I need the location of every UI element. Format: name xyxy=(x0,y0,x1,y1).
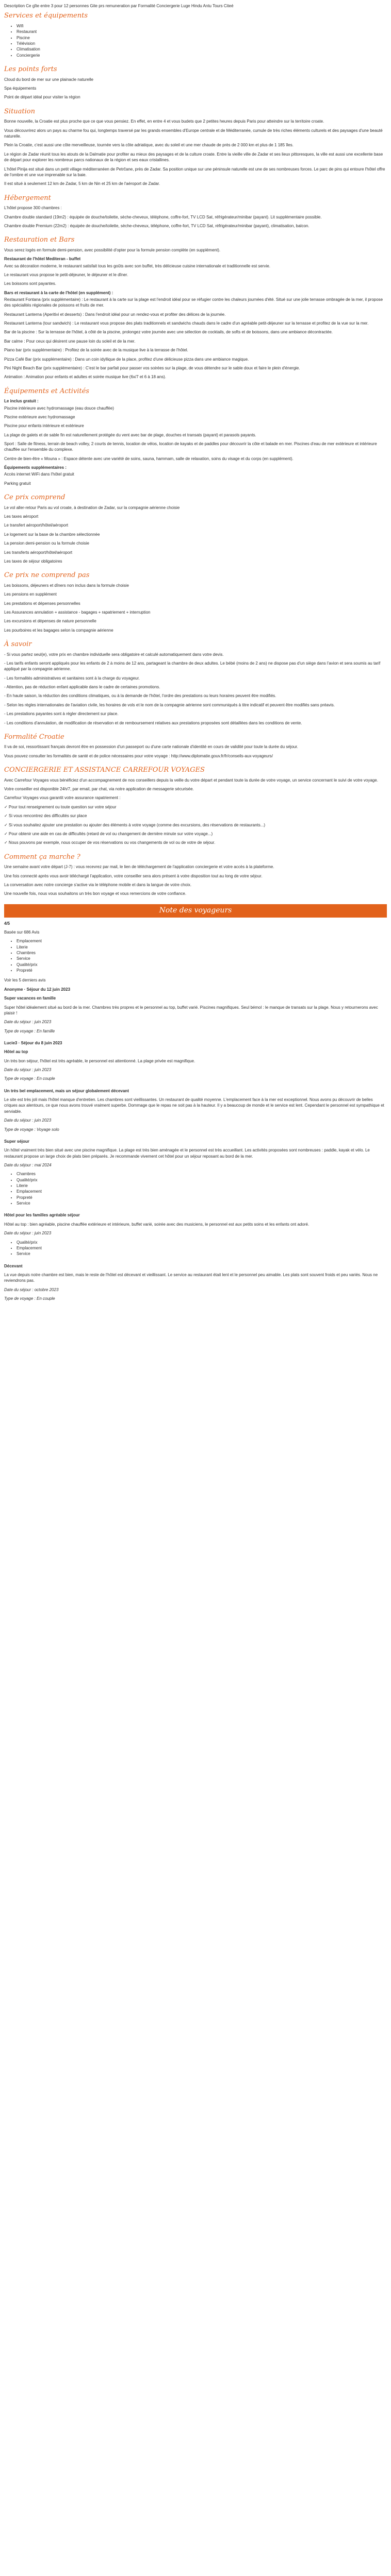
savoir-paragraph: - En haute saison, la réduction des conditions climatiques, ou à la demande de l'hôtel, l'ordre des prestations ou leurs horaires peuvent être modifiés. xyxy=(4,693,276,699)
situation-paragraph: Bonne nouvelle, la Croatie est plus proche que ce que vous pensiez. En effet, en entre 4 et vous budets que 2 petites heures depuis Paris pour atteindre sur la territoire croate. xyxy=(4,119,324,124)
review-card xyxy=(4,1040,387,1082)
restaurant-text-2: Le restaurant vous propose le petit-déjeuner, le déjeuner et le dîner. xyxy=(4,272,128,277)
boissons-text: Les boissons sont payantes. xyxy=(4,281,56,286)
conciergerie-heading: CONCIERGERIE ET ASSISTANCE CARREFOUR VOYAGES xyxy=(4,766,205,774)
review-body: Le site est très joli mais l'hôtel manque d'entretien. Les chambres sont vieillissantes. Un restaurant de qualité moyenne. L'emplacement face à la mer est exceptionnel. Nous avons pu découvrir de belles criques aux alentours, ce que nous avons trouvé vraiment superbe. Dommage que le repas ne soit pas à la hauteur. Il y a beaucoup de monde et le service est lent. Cependant le personnel est sympathique et serviable. xyxy=(4,1097,384,1114)
review-body: Un hôtel vraiment très bien situé avec une piscine magnifique. La plage est très bien aménagée et le personnel est très accueillant. Les activités proposées sont nombreuses : paddle, kayak et vélo. Le restaurant propose un large choix de plats bien préparés. Je recommande vivement cet hôtel pour un séjour reposant au bord de la mer. xyxy=(4,1148,370,1159)
formalite-heading: Formalité Croatie xyxy=(4,733,64,741)
noncompris-heading: Ce prix ne comprend pas xyxy=(4,571,90,580)
conciergerie-paragraph: Carrefour Voyages vous garantit votre assurance rapatriement : xyxy=(4,795,121,801)
payants-subheading: Équipements supplémentaires : xyxy=(4,465,67,470)
formalite-paragraph: Vous pouvez consulter les formalités de santé et de police nécessaires pour votre voyage : http://www.diplomatie.gouv.fr/fr/conseils-aux-voyageurs/ xyxy=(4,753,273,758)
prix-item: Le logement sur la base de la chambre sélectionnée xyxy=(4,532,100,537)
rating-criterion: • Chambres xyxy=(17,950,387,956)
commande-paragraph: Une fois connecté après vous avoir téléchargé l'application, votre conseiller sera alors présent à votre disposition tout au long de votre séjour. xyxy=(4,873,263,878)
noncompris-item: Les boissons, déjeuners et dîners non inclus dans la formule choisie xyxy=(4,583,129,588)
review-title: Décevant xyxy=(4,1263,23,1268)
review-body: Un très bon séjour, l'hôtel est très agréable, le personnel est attentionné. La plage privée est magnifique. xyxy=(4,1058,196,1063)
rating-criterion: • Propreté xyxy=(17,968,387,973)
review-criterion: • Service xyxy=(17,1200,387,1206)
bar-item: Pizza Café Bar (prix supplémentaire) : Dans un coin idyllique de la place, profitez d'une délicieuse pizza dans une ambiance magique. xyxy=(4,357,249,362)
hebergement-text xyxy=(4,214,387,229)
review-title: Hôtel au top xyxy=(4,1049,28,1055)
hebergement-paragraph: Chambre double standard (19m2) : équipée de douche/toilette, sèche-cheveux, téléphone, coffre-fort, TV LCD Sat, réfrigérateur/minibar (payant). Lit supplémentaire possible. xyxy=(4,214,322,219)
services-list xyxy=(4,23,387,58)
review-date: Date du séjour : juin 2023 xyxy=(4,1067,52,1073)
savoir-paragraph: - Si vous partez seul(e), votre prix en chambre individuelle sera obligatoire et calculé automatiquement dans votre devis. xyxy=(4,652,224,657)
review-criterion: • Chambres xyxy=(17,1171,387,1177)
commande-paragraph: Une nouvelle fois, nous vous souhaitons un très bon voyage et vous remercions de votre confiance. xyxy=(4,891,187,896)
situation-text xyxy=(4,118,387,187)
bar-item: Bar de la piscine : Sur la terrasse de l'hôtel, à côté de la piscine, prolongez votre journée avec une sélection de cocktails, de softs et de boissons, dans une ambiance décontractée. xyxy=(4,330,333,335)
payant-item: Accès internet WiFi dans l'hôtel gratuit xyxy=(4,472,74,477)
conciergerie-paragraph: Votre conseiller est disponible 24h/7, par email, par chat, via notre application de messagerie sécurisée. xyxy=(4,787,194,792)
savoir-paragraph: - Les prestations payantes sont à régler directement sur place. xyxy=(4,711,119,717)
review-date: Date du séjour : octobre 2023 xyxy=(4,1287,59,1292)
activites-heading: Équipements et Activités xyxy=(4,387,89,395)
review-author: Un très bel emplacement, mais un séjour globalement décevant xyxy=(4,1088,129,1093)
review-author: Lucie3 · Séjour du 8 juin 2023 xyxy=(4,1040,62,1045)
prix-item: Le vol aller-retour Paris au vol croate, à destination de Zadar, sur la compagnie aérienne choisie xyxy=(4,505,180,510)
commande-heading: Comment ça marche ? xyxy=(4,853,80,861)
conciergerie-paragraph: ✓ Si vous rencontrez des difficultés sur place xyxy=(4,814,87,819)
commande-text xyxy=(4,864,387,896)
service-item: • Wifi xyxy=(17,23,387,29)
review-type: Type de voyage : Voyage solo xyxy=(4,1127,59,1132)
review-criterion: • Qualité/prix xyxy=(17,1240,387,1245)
prix-item: Les taxes de séjour obligatoires xyxy=(4,558,62,564)
service-item: • Télévision xyxy=(17,41,387,46)
bar-item: Pini Night Beach Bar (prix supplémentaire) : C'est le bar parfait pour passer vos soirées sur la plage, de vous détendre sur le sable doux et faire le plein d'énergie. xyxy=(4,365,300,370)
conciergerie-paragraph: ✓ Pour obtenir une aide en cas de difficultés (retard de vol ou changement de dernière minute sur votre voyage...) xyxy=(4,831,213,836)
savoir-heading: À savoir xyxy=(4,640,32,649)
conciergerie-paragraph: ✓ Nous pouvons par exemple, nous occuper de vos réservations ou vos changements de vol ou de votre de séjour. xyxy=(4,840,216,845)
prix-item: Le transfert aéroport/hôtel/aéroport xyxy=(4,523,69,528)
review-criterion: • Propreté xyxy=(17,1195,387,1200)
review-body: Super hôtel idéalement situé au bord de la mer. Chambres très propres et le personnel au top, buffet varié. Piscines magnifiques. Seul bémol : le manque de transats sur la plage. Nous y retournerons avec plaisir ! xyxy=(4,1005,378,1015)
review-date: Date du séjour : mai 2024 xyxy=(4,1162,52,1167)
review-type: Type de voyage : En couple xyxy=(4,1296,55,1301)
noncompris-item: Les pensions en supplément xyxy=(4,592,57,597)
noncompris-item: Les Assurances annulation + assistance - bagages + rapatriement + interruption xyxy=(4,609,151,615)
notes-heading: Note des voyageurs xyxy=(4,904,387,918)
points-forts-heading: Les points forts xyxy=(4,65,57,74)
service-item: • Conciergerie xyxy=(17,53,387,58)
gratuit-list xyxy=(4,405,387,429)
review-card xyxy=(4,1212,387,1257)
payant-item: Parking gratuit xyxy=(4,481,31,486)
point-fort-item: Spa équipements xyxy=(4,86,37,91)
review-title: Super séjour xyxy=(4,1139,29,1144)
situation-paragraph: Le région de Zadar réunit tous les atouts de la Dalmatie pour profiter au mieux des paysages et de la culture croate. Entre la vieille ville de Zadar et ses lieux pittoresques, la ville est aussi une excellente base de départ pour explorer les nombreux parcs nationaux de la région et ses eaux cristallines. xyxy=(4,151,383,163)
animation-text: Animation : Animation pour enfants et adultes et soirée musique live (6x/7 et 6 à 18 ans). xyxy=(4,375,166,380)
review-author: Anonyme · Séjour du 12 juin 2023 xyxy=(4,987,71,992)
service-item: • Restaurant xyxy=(17,29,387,35)
situation-paragraph: Plein la Croatie, c'est aussi une côte merveilleuse, tournée vers la côte adriatique, avec du soleil et une mer chaude de près de 2 000 km et plus de 1 185 îles. xyxy=(4,143,294,148)
gratuit-item: Piscine intérieure avec hydromassage (eau douce chauffée) xyxy=(4,405,114,411)
review-body: Hôtel au top : bien agréable, piscine chauffée extérieure et intérieure, buffet varié, soirée avec des musiciens, le personnel est aux petits soins et les enfants ont adoré. xyxy=(4,1222,309,1227)
bar-item: Restaurant Lanterna (tour sandwich) : Le restaurant vous propose des plats traditionnels et sandwichs chauds dans le cadre d'un agréable petit-déjeuner sur la terrasse et profitez de la vue sur la mer. xyxy=(4,321,369,326)
wellness-text: Centre de bien-être « Mouna » : Espace détente avec une variété de soins, sauna, hammam, salle de relaxation, soins du visage et du corps (en supplément). xyxy=(4,456,294,461)
savoir-text xyxy=(4,652,387,726)
rating-average: 4/5 xyxy=(4,921,10,926)
restaurant-text: Avec sa décoration moderne, le restaurant satisfait tous les goûts avec son buffet, très délicieuse cuisine internationale et traditionnelle est servie. xyxy=(4,263,270,268)
review-criterion: • Literie xyxy=(17,1183,387,1189)
conciergerie-paragraph: ✓ Si vous souhaitez ajouter une prestation ou ajouter des éléments à votre voyage (comme des excursions, des réservations de restaurants...) xyxy=(4,822,266,827)
review-criteria-list xyxy=(4,1171,387,1206)
savoir-paragraph: - Attention, pas de réduction enfant applicable dans le cadre de certaines promotions. xyxy=(4,685,160,690)
restauration-heading: Restauration et Bars xyxy=(4,236,75,244)
review-criterion: • Service xyxy=(17,1251,387,1257)
situation-heading: Situation xyxy=(4,107,35,115)
noncompris-item: Les prestations et dépenses personnelles xyxy=(4,601,80,606)
rating-note: Voir les 5 derniers avis xyxy=(4,978,46,983)
review-date: Date du séjour : juin 2023 xyxy=(4,1118,52,1123)
service-item: • Piscine xyxy=(17,35,387,41)
rating-criteria-list xyxy=(4,938,387,973)
restaurant-subheading: Restaurant de l'hôtel Mediteran - buffet xyxy=(4,257,81,262)
prix-item: La pension demi-pension ou la formule choisie xyxy=(4,541,89,546)
review-body: La vue depuis notre chambre est bien, mais le reste de l'hôtel est décevant et vieillissant. Le service au restaurant était lent et le personnel peu aimable. Les plats sont souvent froids et peu variés. Nous ne reviendrons pas. xyxy=(4,1273,378,1283)
review-card xyxy=(4,1139,387,1207)
conciergerie-text xyxy=(4,777,387,846)
prix-item: Les transferts aéroport/hôtel/aéroport xyxy=(4,550,73,555)
gratuit-item: Piscine extérieure avec hydromassage xyxy=(4,414,75,419)
rating-criterion: • Emplacement xyxy=(17,938,387,944)
hebergement-heading: Hébergement xyxy=(4,194,51,202)
services-heading: Services et équipements xyxy=(4,12,88,20)
point-fort-item: Point de départ idéal pour visiter la région xyxy=(4,95,80,100)
noncompris-item: Les pourboires et les bagages selon la compagnie aérienne xyxy=(4,628,113,633)
bars-subheading: Bars et restaurant à la carte de l'hôtel (en supplément) : xyxy=(4,290,113,295)
review-type: Type de voyage : En couple xyxy=(4,1076,55,1081)
prix-item: Les taxes aéroport xyxy=(4,514,39,519)
conciergerie-paragraph: ✓ Pour tout renseignement ou toute question sur votre séjour xyxy=(4,804,117,809)
gratuit-item: Piscine pour enfants intérieure et extérieure xyxy=(4,423,84,429)
prix-heading: Ce prix comprend xyxy=(4,494,66,502)
prix-list xyxy=(4,505,387,565)
gratuit-subheading: Le inclus gratuit : xyxy=(4,399,39,404)
noncompris-item: Les excursions et dépenses de nature personnelle xyxy=(4,619,96,624)
savoir-paragraph: - Les conditions d'annulation, de modification de réservation et de remboursement relatives aux prestations proposées sont détaillées dans les conditions de vente. xyxy=(4,720,302,725)
service-item: • Climatisation xyxy=(17,46,387,52)
noncompris-list xyxy=(4,583,387,633)
review-criterion: • Emplacement xyxy=(17,1245,387,1251)
rating-count: Basée sur 686 Avis xyxy=(4,929,40,935)
hebergement-intro: L'hôtel propose 300 chambres : xyxy=(4,206,62,211)
formalite-paragraph: Il va de soi, ressortissant français devront être en possession d'un passeport ou d'une carte nationale d'identité en cours de validité pour toute la durée du séjour. xyxy=(4,744,298,750)
review-card xyxy=(4,1088,387,1132)
review-criteria-list xyxy=(4,1240,387,1257)
review-date: Date du séjour : juin 2023 xyxy=(4,1020,52,1025)
rating-criterion: • Qualité/prix xyxy=(17,962,387,968)
commande-paragraph: La conversation avec notre concierge s'active via le téléphone mobile et dans la langue de votre choix. xyxy=(4,882,192,887)
situation-paragraph: Vous découvrirez alors un pays au charme fou qui, longtemps traversé par les grands ensembles d'Europe centrale et de Méditerranée, cumule de très riches éléments culturels et des paysages d'une beauté naturelle. xyxy=(4,128,383,139)
sport-text: Sport : Salle de fitness, terrain de beach volley, 2 courts de tennis, location de vélos, location de kayaks et de paddles pour découvrir la côte et balade en mer. Piscines d'eau de mer extérieure et intérieure chauffée sur l'ensemble du complexe. xyxy=(4,442,377,452)
hebergement-paragraph: Chambre double Premium (22m2) : équipée de douche/toilette, sèche-cheveux, téléphone, coffre-fort, TV LCD Sat, réfrigérateur/minibar (payant), climatisation, balcon. xyxy=(4,223,309,228)
bar-item: Bar calme : Pour ceux qui désirent une pause loin du soleil et de la mer. xyxy=(4,338,136,344)
intro-text: Description Ce gîte entre 3 pour 12 personnes Gite prs remuneration par Formalité Conciergerie Luge Hindu Antu Tours Citeé xyxy=(4,4,234,8)
formalite-text xyxy=(4,744,387,759)
review-criterion: • Emplacement xyxy=(17,1189,387,1194)
bars-list xyxy=(4,297,387,371)
commande-paragraph: Une semaine avant votre départ (J-7) : vous recevrez par mail, le lien de téléchargement de l'application conciergerie et votre accès à la plateforme. xyxy=(4,865,274,870)
review-criterion: • Qualité/prix xyxy=(17,1177,387,1183)
points-forts-list xyxy=(4,77,387,100)
situation-paragraph: L'hôtel Pinija est situé dans un petit village méditerranéen de Petrčane, près de Zadar. Sa position unique sur une péninsule naturelle est une de ses nombreuses forces. Le parc de pins qui entoure l'hôtel offre de l'ombre et une vue imprenable sur la baie. xyxy=(4,166,385,177)
rating-criterion: • Literie xyxy=(17,944,387,950)
review-card xyxy=(4,1263,387,1302)
rating-criterion: • Service xyxy=(17,956,387,961)
restauration-intro: Vous serez logés en formule demi-pension, avec possibilité d'opter pour la formule pension complète (en supplément). xyxy=(4,247,221,252)
savoir-paragraph: - Selon les règles internationales de l'aviation civile, les horaires de vols et le nom de la compagnie aérienne sont communiqués à titre indicatif et peuvent être modifiés sans préavis. xyxy=(4,702,335,707)
payants-list xyxy=(4,471,387,486)
bar-item: Restaurant Fontana (prix supplémentaire) : Le restaurant à la carte sur la plage est l'endroit idéal pour se réfugier contre les chaleurs journées d'été. Situé sur une jolie terrasse ombragée de la mer, il propose des spécialités régionales de poissons et fruits de mer. xyxy=(4,297,383,308)
situation-paragraph: Il est situé à seulement 12 km de Zadar, 5 km de Nin et 25 km de l'aéroport de Zadar. xyxy=(4,181,160,187)
point-fort-item: Cloud du bord de mer sur une plainacle naturelle xyxy=(4,77,93,82)
plage-text: La plage de galets et de sable fin est naturellement protégée du vent avec bar de plage, douches et transats (payant) et parasols payants. xyxy=(4,432,256,437)
reviews-list xyxy=(4,987,387,1302)
savoir-paragraph: - Les formalités administratives et sanitaires sont à la charge du voyageur. xyxy=(4,675,140,681)
review-date: Date du séjour : juin 2023 xyxy=(4,1231,52,1236)
conciergerie-paragraph: Avec Carrefour Voyages vous bénéficiez d'un accompagnement de nos conseillers depuis la veille du votre départ et pendant toute la durée de votre voyage, un service concernant le suivi de votre voyage. xyxy=(4,777,378,783)
review-type: Type de voyage : En famille xyxy=(4,1028,55,1033)
savoir-paragraph: - Les tarifs enfants seront appliqués pour les enfants de 2 à moins de 12 ans, partageant la chambre de deux adultes. Le bébé (moins de 2 ans) ne dispose pas d'un siège dans l'avion et sera soumis au tarif appliqué par la compagnie aérienne. xyxy=(4,660,381,672)
review-title: Super vacances en famille xyxy=(4,996,56,1001)
bar-item: Restaurant Lanterna (Aperitivi et desserts) : Dans l'endroit idéal pour un rendez-vous et profiter des délices de la journée. xyxy=(4,312,226,317)
bar-item: Piano bar (prix supplémentaire) : Profitez de la soirée avec de la musique live à la terrasse de l'hôtel. xyxy=(4,348,188,353)
review-title: Hôtel pour les familles agréable séjour xyxy=(4,1213,80,1218)
review-card xyxy=(4,987,387,1034)
